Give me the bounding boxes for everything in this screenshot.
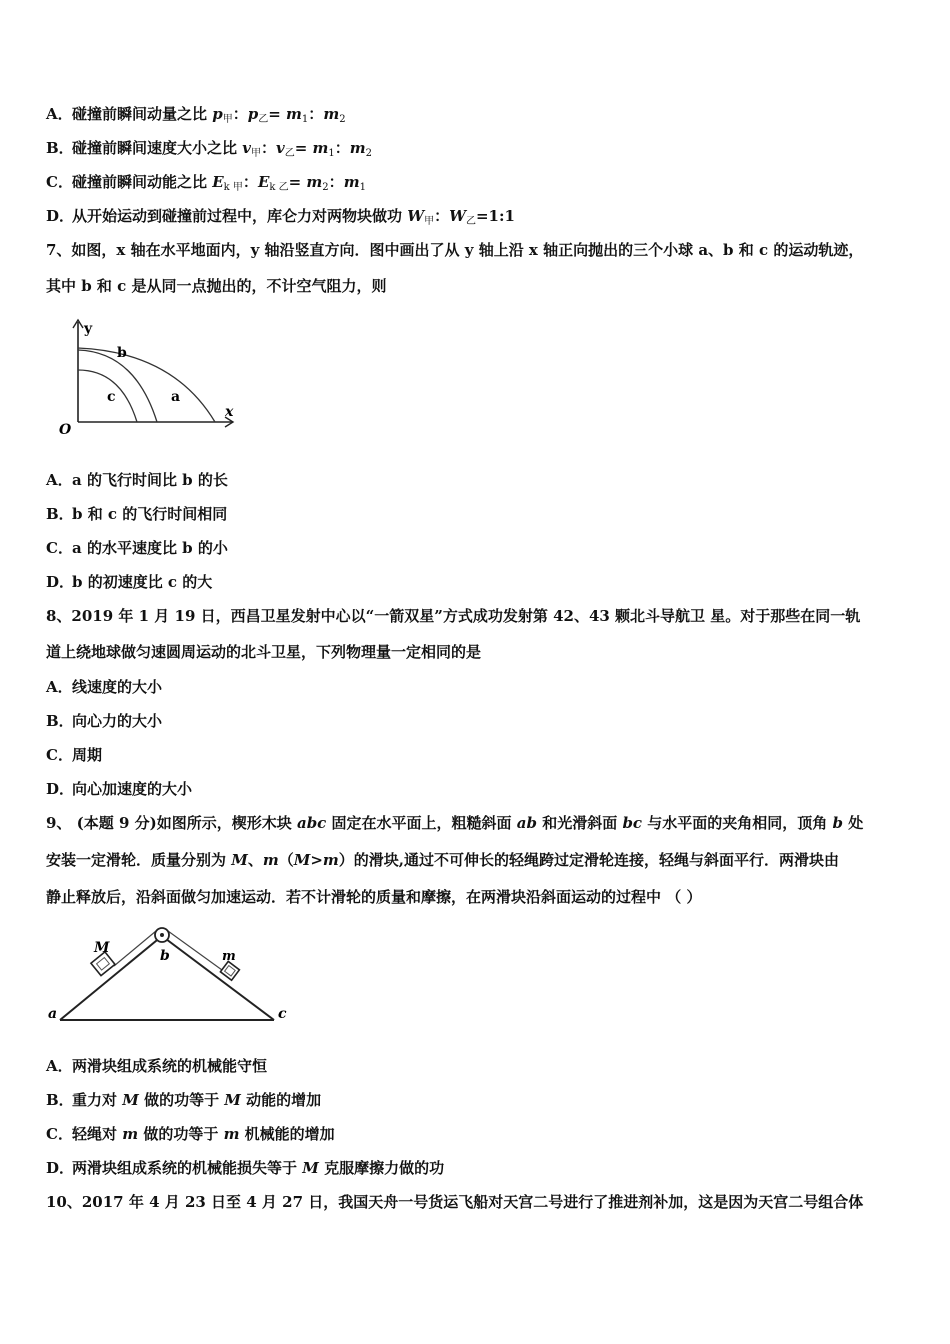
label-M: M [94, 940, 110, 956]
q7-stem-line1: 7、如图，x 轴在水平地面内，y 轴沿竖直方向．图中画出了从 y 轴上沿 x 轴正向抛出的三个小球 a、b 和 c 的运动轨迹， [46, 241, 864, 259]
origin-label: O [59, 422, 72, 438]
label-b: b [117, 345, 127, 361]
rope-left [114, 931, 156, 966]
label-c: c [278, 1006, 287, 1022]
q6-option-a: A．碰撞前瞬间动量之比 $p_甲$：$p_乙= m_1$：$m_2$ [46, 105, 346, 125]
x-axis-label: x [225, 404, 234, 420]
trajectory-a [78, 348, 215, 422]
q6-option-c: C．碰撞前瞬间动能之比 $E_{k 甲}$：$E_{k 乙}= m_2$：$m_1$ [46, 173, 366, 193]
q8-option-d: D．向心加速度的大小 [46, 780, 193, 798]
q9-option-d: D．两滑块组成系统的机械能损失等于 M 克服摩擦力做的功 [46, 1159, 445, 1177]
q6-option-d: D．从开始运动到碰撞前过程中，库仑力对两物块做功 $W_甲$：$W_乙=1:1$ [46, 207, 515, 227]
pulley-axle [160, 933, 164, 937]
label-m: m [222, 949, 236, 964]
block-m [220, 961, 239, 980]
q7-option-a: A．a 的飞行时间比 b 的长 [46, 471, 228, 489]
q8-stem-line2: 道上绕地球做匀速圆周运动的北斗卫星，下列物理量一定相同的是 [46, 643, 482, 661]
q7-stem-line2: 其中 b 和 c 是从同一点抛出的，不计空气阻力，则 [46, 277, 387, 295]
q8-option-b: B．向心力的大小 [46, 712, 163, 730]
q9-wedge-figure [42, 920, 292, 1030]
q7-option-b: B．b 和 c 的飞行时间相同 [46, 505, 228, 523]
y-axis-label: y [84, 321, 93, 337]
rope-right [168, 931, 222, 970]
q7-option-d: D．b 的初速度比 c 的大 [46, 573, 213, 591]
q8-stem-line1: 8、2019 年 1 月 19 日，西昌卫星发射中心以“一箭双星”方式成功发射第 42、43 颗北斗导航卫 星。对于那些在同一轨 [46, 607, 861, 625]
q9-stem-line1: 9、 (本题 9 分)如图所示，楔形木块 abc 固定在水平面上，粗糙斜面 ab 和光滑斜面 bc 与水平面的夹角相同，顶角 b 处 [46, 814, 864, 832]
label-a: a [48, 1006, 58, 1022]
label-b: b [160, 948, 170, 964]
slope-bc [162, 936, 274, 1020]
q7-option-c: C．a 的水平速度比 b 的小 [46, 539, 228, 557]
q7-trajectory-figure [55, 312, 245, 438]
q9-option-c: C．轻绳对 m 做的功等于 m 机械能的增加 [46, 1125, 335, 1143]
q8-option-c: C．周期 [46, 746, 103, 764]
label-c: c [107, 389, 116, 405]
q9-stem-line3: 静止释放后，沿斜面做匀加速运动．若不计滑轮的质量和摩擦，在两滑块沿斜面运动的过程中 （ ） [46, 888, 702, 906]
q9-option-a: A．两滑块组成系统的机械能守恒 [46, 1057, 268, 1075]
q9-stem-line2: 安装一定滑轮．质量分别为 M、m（M>m）的滑块,通过不可伸长的轻绳跨过定滑轮连接，轻绳与斜面平行．两滑块由 [46, 851, 840, 869]
q10-stem-line1: 10、2017 年 4 月 23 日至 4 月 27 日，我国天舟一号货运飞船对天宫二号进行了推进剂补加，这是因为天宫二号组合体 [46, 1193, 864, 1211]
q6-option-b: B．碰撞前瞬间速度大小之比 $v_甲$：$v_乙= m_1$：$m_2$ [46, 139, 372, 159]
q8-option-a: A．线速度的大小 [46, 678, 163, 696]
slope-ab [60, 936, 162, 1020]
label-a: a [171, 389, 181, 405]
q9-option-b: B．重力对 M 做的功等于 M 动能的增加 [46, 1091, 322, 1109]
